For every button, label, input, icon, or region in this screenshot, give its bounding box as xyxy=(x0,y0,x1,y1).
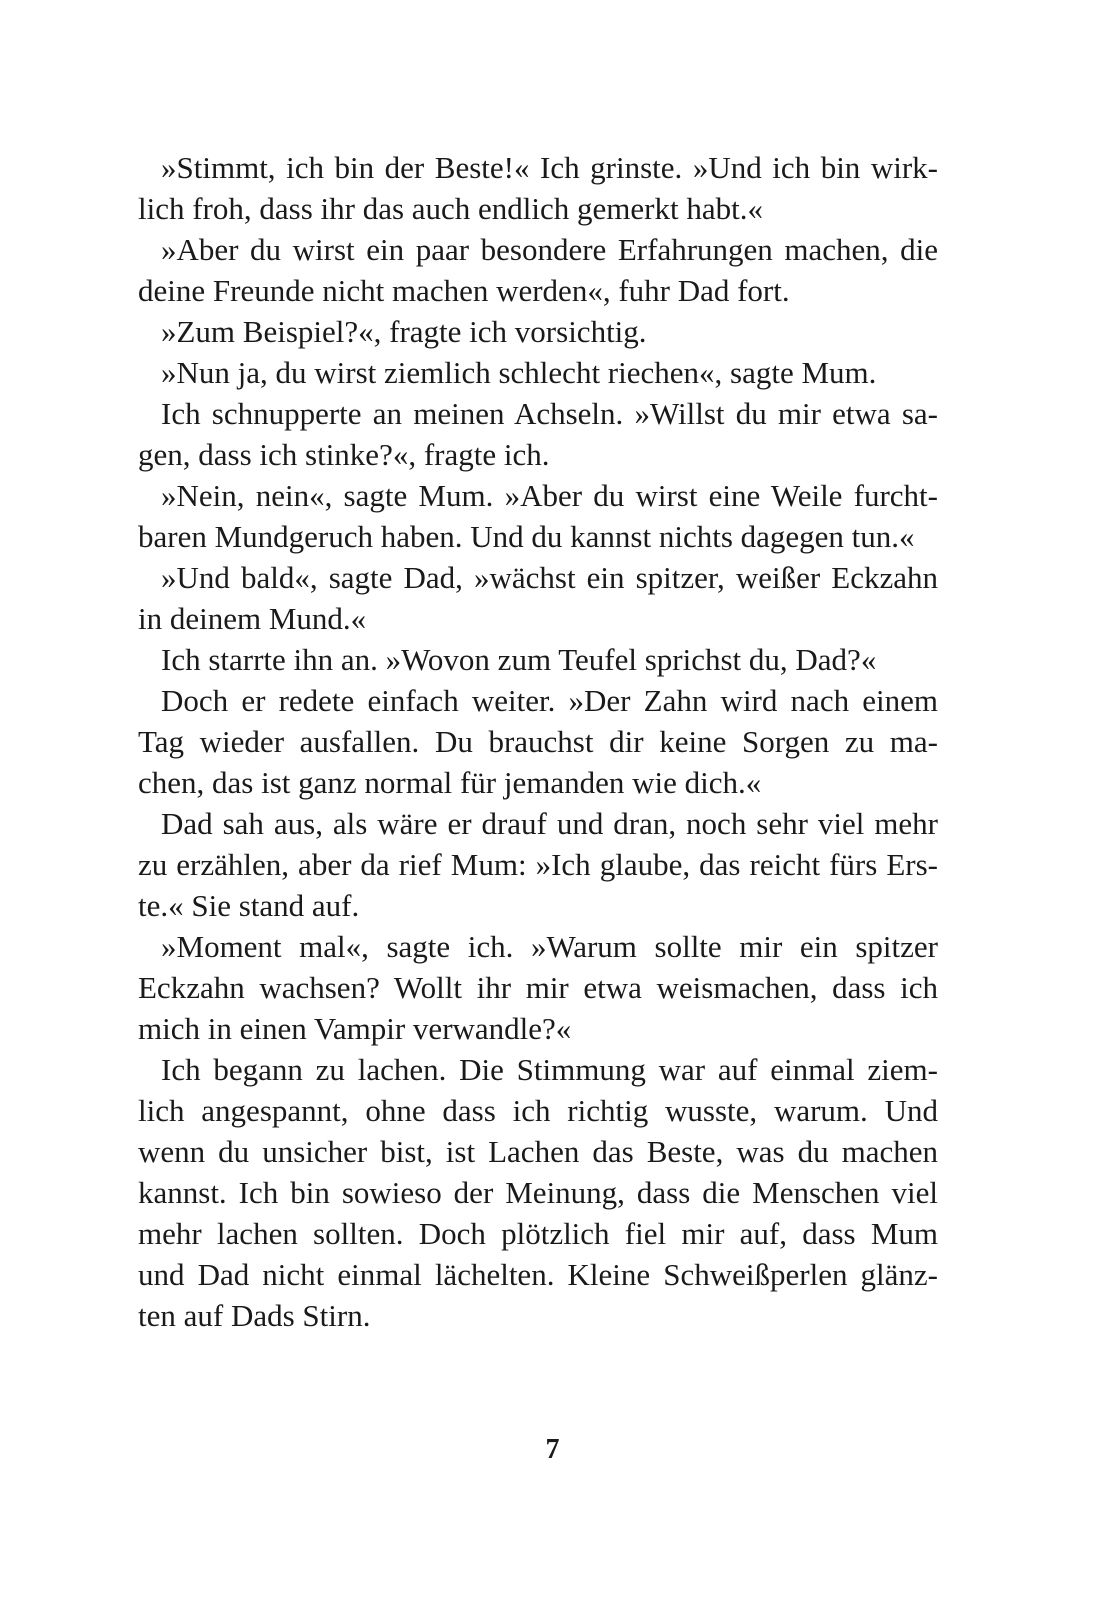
text-line: in deinem Mund.« xyxy=(138,601,367,636)
text-line: zu erzählen, aber da rief Mum: »Ich glaube, das reicht fürs Ers- xyxy=(138,847,938,882)
text-line: Doch er redete einfach weiter. »Der Zahn wird nach einem xyxy=(161,683,938,718)
text-line: te.« Sie stand auf. xyxy=(138,888,360,923)
text-line: »Nun ja, du wirst ziemlich schlecht riechen«, sagte Mum. xyxy=(161,355,877,390)
text-line: gen, dass ich stinke?«, fragte ich. xyxy=(138,437,550,472)
text-line: Tag wieder ausfallen. Du brauchst dir keine Sorgen zu ma- xyxy=(138,724,938,759)
body-text xyxy=(138,147,938,1336)
text-line: mich in einen Vampir verwandle?« xyxy=(138,1011,572,1046)
text-line: ten auf Dads Stirn. xyxy=(138,1298,371,1333)
text-line: wenn du unsicher bist, ist Lachen das Beste, was du machen xyxy=(138,1134,938,1169)
text-line: Eckzahn wachsen? Wollt ihr mir etwa weismachen, dass ich xyxy=(138,970,938,1005)
text-line: »Moment mal«, sagte ich. »Warum sollte mir ein spitzer xyxy=(161,929,938,964)
text-line: chen, das ist ganz normal für jemanden wie dich.« xyxy=(138,765,762,800)
text-line: und Dad nicht einmal lächelten. Kleine Schweißperlen glänz- xyxy=(138,1257,938,1292)
text-line: »Aber du wirst ein paar besondere Erfahrungen machen, die xyxy=(161,232,938,267)
text-line: baren Mundgeruch haben. Und du kannst nichts dagegen tun.« xyxy=(138,519,915,554)
text-line: »Nein, nein«, sagte Mum. »Aber du wirst eine Weile furcht- xyxy=(161,478,938,513)
text-line: lich froh, dass ihr das auch endlich gemerkt habt.« xyxy=(138,191,763,226)
text-line: deine Freunde nicht machen werden«, fuhr Dad fort. xyxy=(138,273,790,308)
text-line: Dad sah aus, als wäre er drauf und dran, noch sehr viel mehr xyxy=(161,806,938,841)
text-line: Ich schnupperte an meinen Achseln. »Willst du mir etwa sa- xyxy=(161,396,938,431)
text-line: mehr lachen sollten. Doch plötzlich fiel mir auf, dass Mum xyxy=(138,1216,938,1251)
text-line: Ich begann zu lachen. Die Stimmung war auf einmal ziem- xyxy=(161,1052,938,1087)
page-number: 7 xyxy=(545,1434,560,1465)
text-line: kannst. Ich bin sowieso der Meinung, dass die Menschen viel xyxy=(138,1175,938,1210)
text-line: »Und bald«, sagte Dad, »wächst ein spitzer, weißer Eckzahn xyxy=(161,560,938,595)
text-line: Ich starrte ihn an. »Wovon zum Teufel sprichst du, Dad?« xyxy=(161,642,877,677)
text-line: »Zum Beispiel?«, fragte ich vorsichtig. xyxy=(161,314,647,349)
text-line: lich angespannt, ohne dass ich richtig wusste, warum. Und xyxy=(138,1093,938,1128)
text-line: »Stimmt, ich bin der Beste!« Ich grinste. »Und ich bin wirk- xyxy=(161,150,938,185)
